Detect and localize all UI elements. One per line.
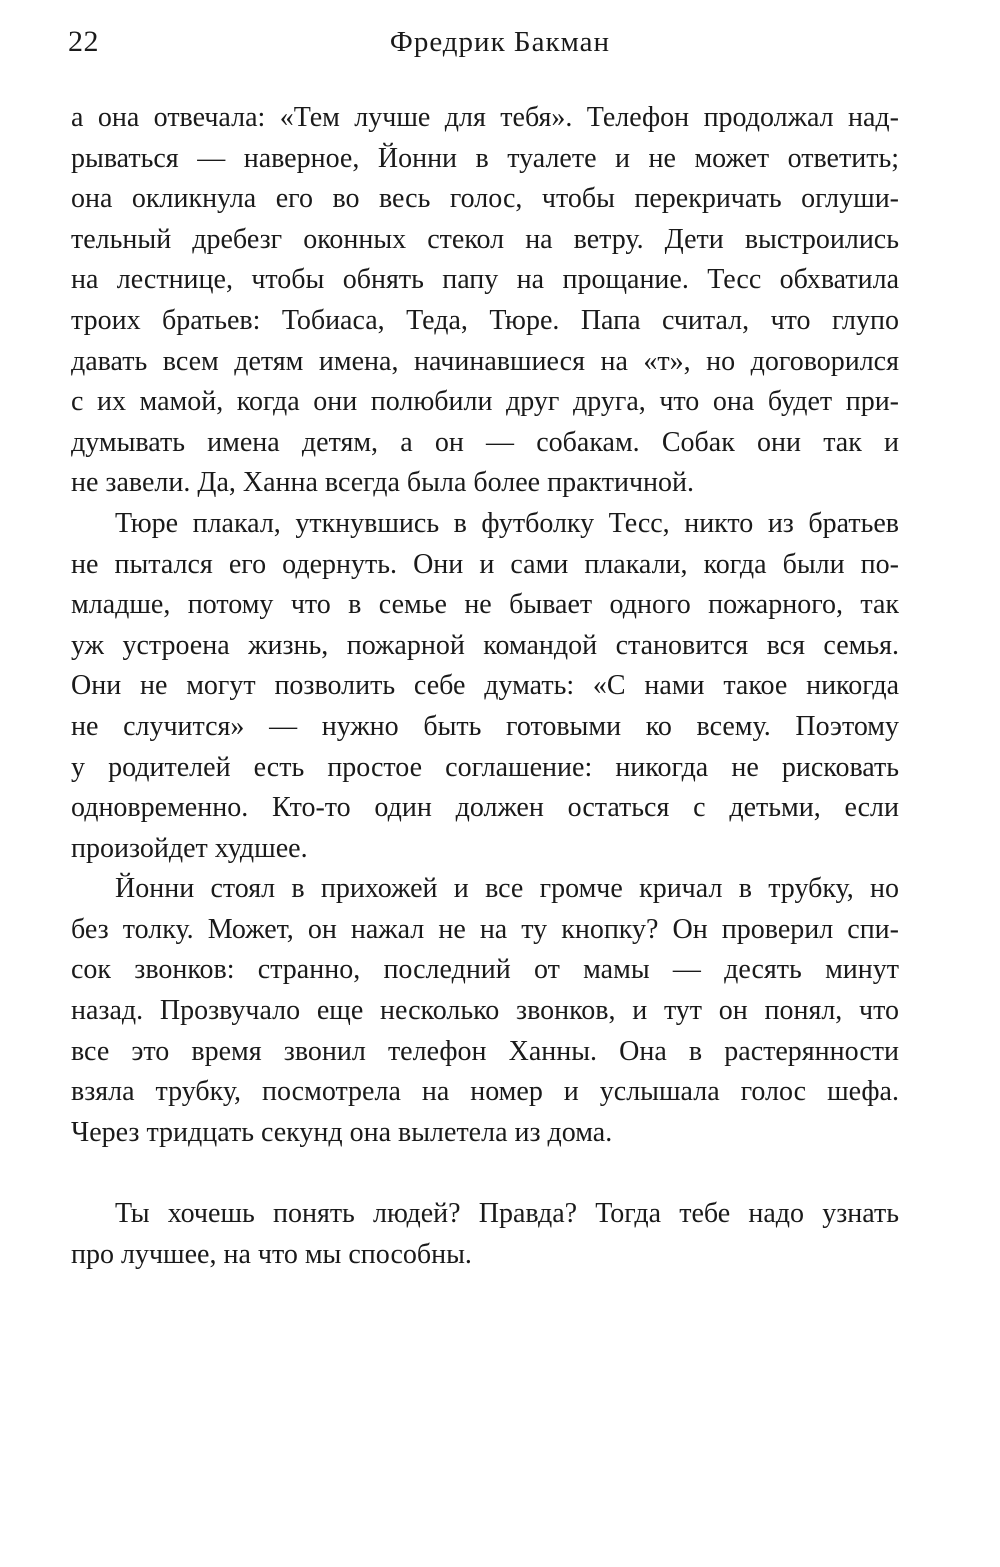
text-line: сок звонков: странно, последний от мамы — десять минут (71, 954, 899, 986)
text-line: Ты хочешь понять людей? Правда? Тогда тебе надо узнать (115, 1198, 899, 1230)
paragraph-3 (71, 869, 899, 1153)
paragraph-4 (71, 1194, 899, 1275)
text-line: назад. Прозвучало еще несколько звонков, и тут он понял, что (71, 995, 899, 1027)
body-text (71, 98, 899, 1275)
text-line: Через тридцать секунд она вылетела из дома. (71, 1116, 613, 1148)
text-line: не случится» — нужно быть готовыми ко всему. Поэтому (71, 710, 899, 742)
text-line: Йонни стоял в прихожей и все громче кричал в трубку, но (115, 873, 899, 905)
text-line: про лучшее, на что мы способны. (71, 1238, 472, 1270)
text-line: уж устроена жизнь, пожарной командой становится вся семья. (71, 629, 899, 661)
paragraph-1 (71, 98, 899, 504)
text-line: без толку. Может, он нажал не на ту кнопку? Он проверил спи- (71, 913, 899, 945)
text-line: с их мамой, когда они полюбили друг друга, что она будет при- (71, 386, 899, 418)
section-break (71, 1153, 899, 1194)
text-line: она окликнула его во весь голос, чтобы перекричать оглуши- (71, 183, 899, 215)
text-line: младше, потому что в семье не бывает одного пожарного, так (71, 589, 899, 621)
text-line: Тюре плакал, уткнувшись в футболку Тесс, никто из братьев (115, 507, 899, 539)
text-line: одновременно. Кто-то один должен остаться с детьми, если (71, 792, 899, 824)
text-line: на лестнице, чтобы обнять папу на прощание. Тесс обхватила (71, 264, 899, 296)
text-line: давать всем детям имена, начинавшиеся на «т», но договорился (71, 345, 899, 377)
paragraph-2 (71, 504, 899, 869)
text-line: произойдет худшее. (71, 832, 308, 864)
text-line: не завели. Да, Ханна всегда была более практичной. (71, 467, 695, 499)
text-line: рываться — наверное, Йонни в туалете и не может ответить; (71, 142, 899, 174)
text-line: а она отвечала: «Тем лучше для тебя». Телефон продолжал над- (71, 102, 899, 133)
text-line: у родителей есть простое соглашение: никогда не рисковать (71, 751, 899, 783)
text-line: взяла трубку, посмотрела на номер и услышала голос шефа. (71, 1076, 899, 1108)
page-number: 22 (68, 25, 99, 58)
running-head: Фредрик Бакман (389, 26, 611, 58)
text-line: тельный дребезг оконных стекол на ветру. Дети выстроились (71, 223, 899, 255)
text-line: Они не могут позволить себе думать: «С нами такое никогда (71, 670, 899, 702)
text-line: троих братьев: Тобиаса, Теда, Тюре. Папа считал, что глупо (71, 304, 899, 336)
text-line: думывать имена детям, а он — собакам. Собак они так и (71, 426, 899, 458)
text-line: все это время звонил телефон Ханны. Она в растерянности (71, 1035, 899, 1067)
text-line: не пытался его одернуть. Они и сами плакали, когда были по- (71, 548, 899, 580)
